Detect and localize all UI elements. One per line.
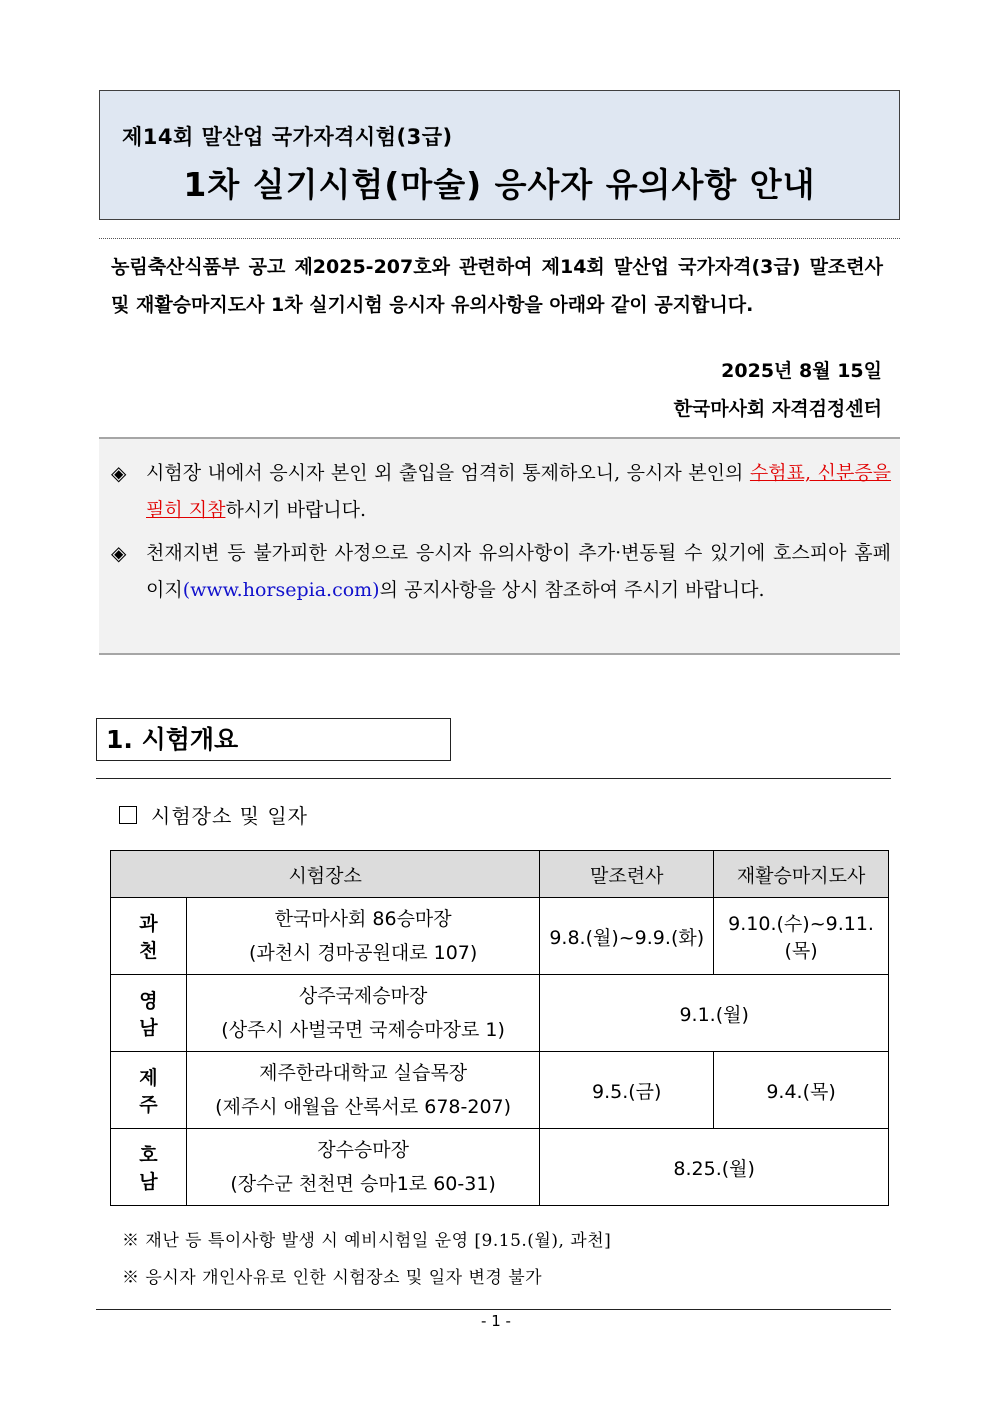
subsection-heading (119, 800, 308, 829)
table-header-row (111, 851, 889, 898)
venue-name: 제주한라대학교 실습목장 (259, 1062, 468, 1084)
notice-text: 천재지변 등 불가피한 사정으로 응시자 유의사항이 추가·변동될 수 있기에 호스피아 홈페이지 (146, 542, 891, 601)
section-rule (96, 778, 891, 779)
subsection-title: 시험장소 및 일자 (151, 804, 308, 828)
venue-cell (186, 898, 539, 975)
table-row (111, 975, 889, 1052)
issuing-organization: 한국마사회 자격검정센터 (673, 398, 882, 420)
table-row (111, 1129, 889, 1206)
notice-item-2 (111, 535, 891, 609)
venue-address: (장수군 천천면 승마1로 60-31) (230, 1173, 496, 1195)
notice-text: 의 공지사항을 상시 참조하여 주시기 바랍니다. (379, 579, 765, 601)
section-heading: 1. 시험개요 (96, 718, 451, 761)
notice-box (99, 437, 900, 655)
table-row (111, 898, 889, 975)
venue-name: 장수승마장 (317, 1139, 409, 1161)
venue-address: (상주시 사벌국면 국제승마장로 1) (221, 1019, 505, 1041)
date-cell: 9.8.(월)~9.9.(화) (540, 898, 714, 975)
notice-date: 2025년 8월 15일 (721, 360, 882, 382)
date-cell: 9.1.(월) (540, 975, 889, 1052)
diamond-bullet-icon: ◈ (111, 541, 127, 565)
date-cell: 9.4.(목) (714, 1052, 889, 1129)
notice-text: 하시기 바랍니다. (225, 499, 367, 521)
notice-text: 시험장 내에서 응시자 본인 외 출입을 엄격히 통제하오니, 응시자 본인의 (146, 462, 750, 484)
venue-cell (186, 1052, 539, 1129)
venue-cell (186, 1129, 539, 1206)
venue-name: 한국마사회 86승마장 (274, 908, 452, 930)
title-box (99, 90, 900, 220)
document-title: 1차 실기시험(마술) 응사자 유의사항 안내 (183, 165, 816, 204)
document-subtitle: 제14회 말산업 국가자격시험(3급) (122, 125, 453, 149)
schedule-table (110, 850, 889, 1206)
footer-rule (96, 1309, 891, 1310)
venue-cell (186, 975, 539, 1052)
page-number: - 1 - (481, 1312, 511, 1330)
diamond-bullet-icon: ◈ (111, 461, 127, 485)
table-header: 시험장소 (111, 851, 540, 898)
date-cell: 8.25.(월) (540, 1129, 889, 1206)
region-cell: 영 남 (111, 975, 187, 1052)
region-cell: 호 남 (111, 1129, 187, 1206)
notice-item-1 (111, 455, 891, 529)
region-cell: 과 천 (111, 898, 187, 975)
horsepia-link[interactable]: (www.horsepia.com) (182, 579, 380, 601)
venue-address: (과천시 경마공원대로 107) (248, 942, 478, 964)
table-row (111, 1052, 889, 1129)
venue-name: 상주국제승마장 (298, 985, 428, 1007)
footnote: ※ 응시자 개인사유로 인한 시험장소 및 일자 변경 불가 (122, 1268, 543, 1288)
venue-address: (제주시 애월읍 산록서로 678-207) (215, 1096, 512, 1118)
footnote: ※ 재난 등 특이사항 발생 시 예비시험일 운영 [9.15.(월), 과천] (122, 1231, 612, 1251)
intro-paragraph: 농림축산식품부 공고 제2025-207호와 관련하여 제14회 말산업 국가자격(3급) 말조련사 및 재활승마지도사 1차 실기시험 응시자 유의사항을 아래와 같이 공지합니다. (111, 256, 883, 316)
date-cell: 9.10.(수)~9.11.(목) (714, 898, 889, 975)
divider (99, 238, 900, 239)
table-header: 재활승마지도사 (714, 851, 889, 898)
checkbox-icon (119, 806, 137, 824)
date-cell: 9.5.(금) (540, 1052, 714, 1129)
region-cell: 제 주 (111, 1052, 187, 1129)
notice-highlight: 수험표, 신분증을 필히 지참 (146, 462, 892, 521)
table-header: 말조련사 (540, 851, 714, 898)
